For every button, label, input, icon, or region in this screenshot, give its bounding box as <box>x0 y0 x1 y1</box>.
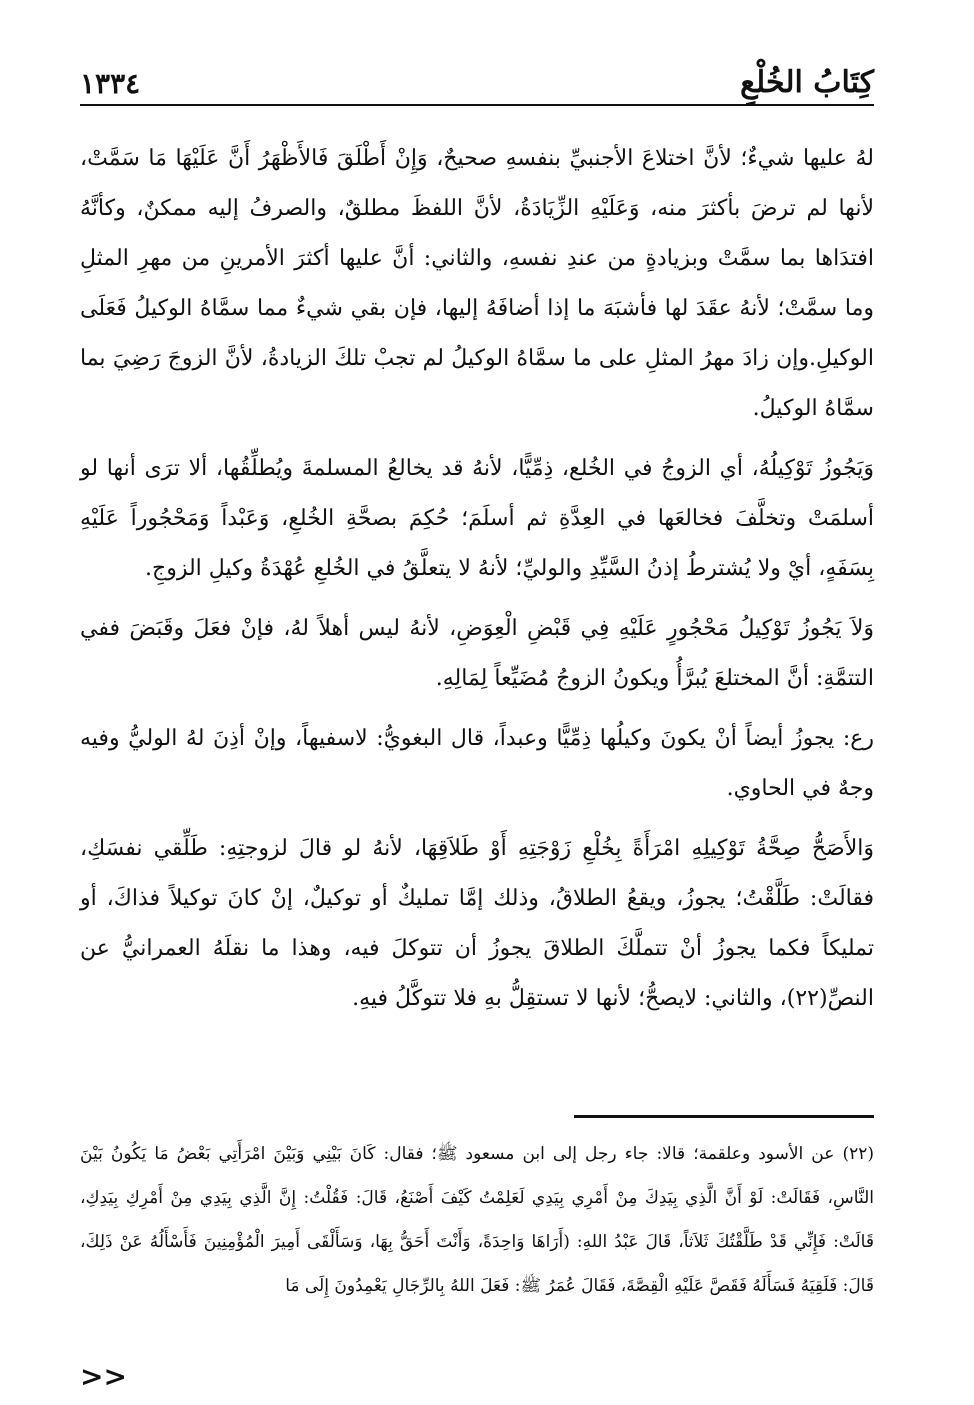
continue-mark: << <box>80 1360 127 1393</box>
book-page <box>80 40 874 1393</box>
footnotes <box>80 1132 874 1308</box>
paragraph: وَالأَصَحُّ صِحَّةُ تَوْكِيلِهِ امْرَأَةً بِخُلْعِ زَوْجَتِهِ أَوْ طَلاَقِهَا، لأنهُ لو قالَ لزوجتِهِ: طَلِّقي نفسَكِ، فقالَتْ: طَلَّقْتُ؛ يجوزُ، ويقعُ الطلاقُ، وذلك إمَّا تمليكٌ أو توكيلٌ، إنْ كانَ توكيلاً فذاكَ، أو تمليكاً فكما يجوزُ أنْ تتملَّكَ الطلاقَ يجوزُ أن تتوكلَ فيه، وهذا ما نقلَهُ العمرانيُّ عن النصِّ(٢٢)، والثاني: لايصحُّ؛ لأنها لا تستقِلُّ بهِ فلا تتوكَّلُ فيهِ. <box>80 836 874 1011</box>
chapter-title: كِتَابُ الخُلْعِ <box>740 65 874 100</box>
footnote-22: (٢٢) عن الأسود وعلقمة؛ قالا: جاء رجل إلى ابن مسعود ﷺ؛ فقال: كَانَ بَيْنِي وَبَيْنَ امْرَأَتِي بَعْضُ مَا يَكُونُ بَيْنَ النَّاسِ، فَقَالَتْ: لَوْ أَنَّ الَّذِي بِيَدِكَ مِنْ أَمْرِي بِيَدِي لَعَلِمْتُ كَيْفَ أَصْنَعُ، قَالَ: فَقُلْتُ: إِنَّ الَّذِي بِيَدِي مِنْ أَمْرِكِ بِيَدِكِ، قَالَتْ: فَإِنِّي قَدْ طَلَّقْتُكَ ثَلاَثاً، قَالَ عَبْدُ اللهِ: (أَرَاهَا وَاحِدَةً، وَأَنْتَ أَحَقُّ بِهَا، وَسَأَلْقَى أَمِيرَ الْمُؤْمِنِينَ فَأَسْأَلُهُ عَنْ ذَلِكَ، قَالَ: فَلَقِيَهُ فَسَأَلَهُ فَقَصَّ عَلَيْهِ الْقِصَّةَ، فَقَالَ عُمَرُ ﷺ: فَعَلَ اللهُ بِالرِّجَالِ يَعْمِدُونَ إِلَى مَا <box>80 1144 874 1296</box>
page-number: ١٣٣٤ <box>80 67 141 100</box>
paragraph: وَيَجُوزُ تَوْكِيلُهُ، أي الزوجُ في الخُلع، ذِمِّيًّا، لأنهُ قد يخالعُ المسلمةَ ويُطلِّقُها، ألا ترَى أنها لو أسلمَتْ وتخلَّفَ فخالعَها في العِدَّةِ ثم أسلَمَ؛ حُكِمَ بصحَّةِ الخُلعِ، وَعَبْداً وَمَحْجُوراً عَلَيْهِ بِسَفَهٍ، أيْ ولا يُشترطُ إذنُ السَّيِّدِ والوليِّ؛ لأنهُ لا يتعلَّقُ في الخُلعِ عُهْدَةُ وكيلِ الزوجِ. <box>80 456 874 581</box>
page-header <box>80 40 874 106</box>
paragraph: لهُ عليها شيءٌ؛ لأنَّ اختلاعَ الأجنبيِّ بنفسهِ صحيحٌ، وَإِنْ أَطْلَقَ فَالأَظْهَرُ أَنَّ عَلَيْهَا مَا سَمَّتْ، لأنها لم ترضَ بأكثرَ منه، وَعَلَيْهِ الزِّيَادَةُ، لأنَّ اللفظَ مطلقٌ، والصرفُ إليه ممكنٌ، وكأنَّهُ افتدَاها بما سمَّتْ وبزيادةٍ من عندِ نفسهِ، والثاني: أنَّ عليها أكثرَ الأمرينِ من مهرِ المثلِ وما سمَّتْ؛ لأنهُ عقَدَ لها فأشبَهَ ما إذا أضافَهُ إليها، فإن بقي شيءٌ مما سمَّاهُ الوكيلُ فَعَلَى الوكيلِ.وإن زادَ مهرُ المثلِ على ما سمَّاهُ الوكيلُ لم تجبْ تلكَ الزيادةُ، لأنَّ الزوجَ رَضِيَ بما سمَّاهُ الوكيلُ. <box>80 146 874 421</box>
footnote-divider <box>574 1115 874 1118</box>
paragraph: وَلاَ يَجُوزُ تَوْكِيلُ مَحْجُورٍ عَلَيْهِ فِي قَبْضِ الْعِوَضِ، لأنهُ ليس أهلاً لهُ، فإنْ فعَلَ وقَبَضَ ففي التتمَّةِ: أنَّ المختلعَ يُبرَّأُ ويكونُ الزوجُ مُضَيِّعاً لِمَالِهِ. <box>80 616 874 691</box>
main-text <box>80 134 874 1024</box>
paragraph: رع: يجوزُ أيضاً أنْ يكونَ وكيلُها ذِمِّيًّا وعبداً، قال البغويُّ: لاسفيهاً، وإنْ أذِنَ لهُ الوليُّ وفيه وجهٌ في الحاوي. <box>80 726 874 801</box>
